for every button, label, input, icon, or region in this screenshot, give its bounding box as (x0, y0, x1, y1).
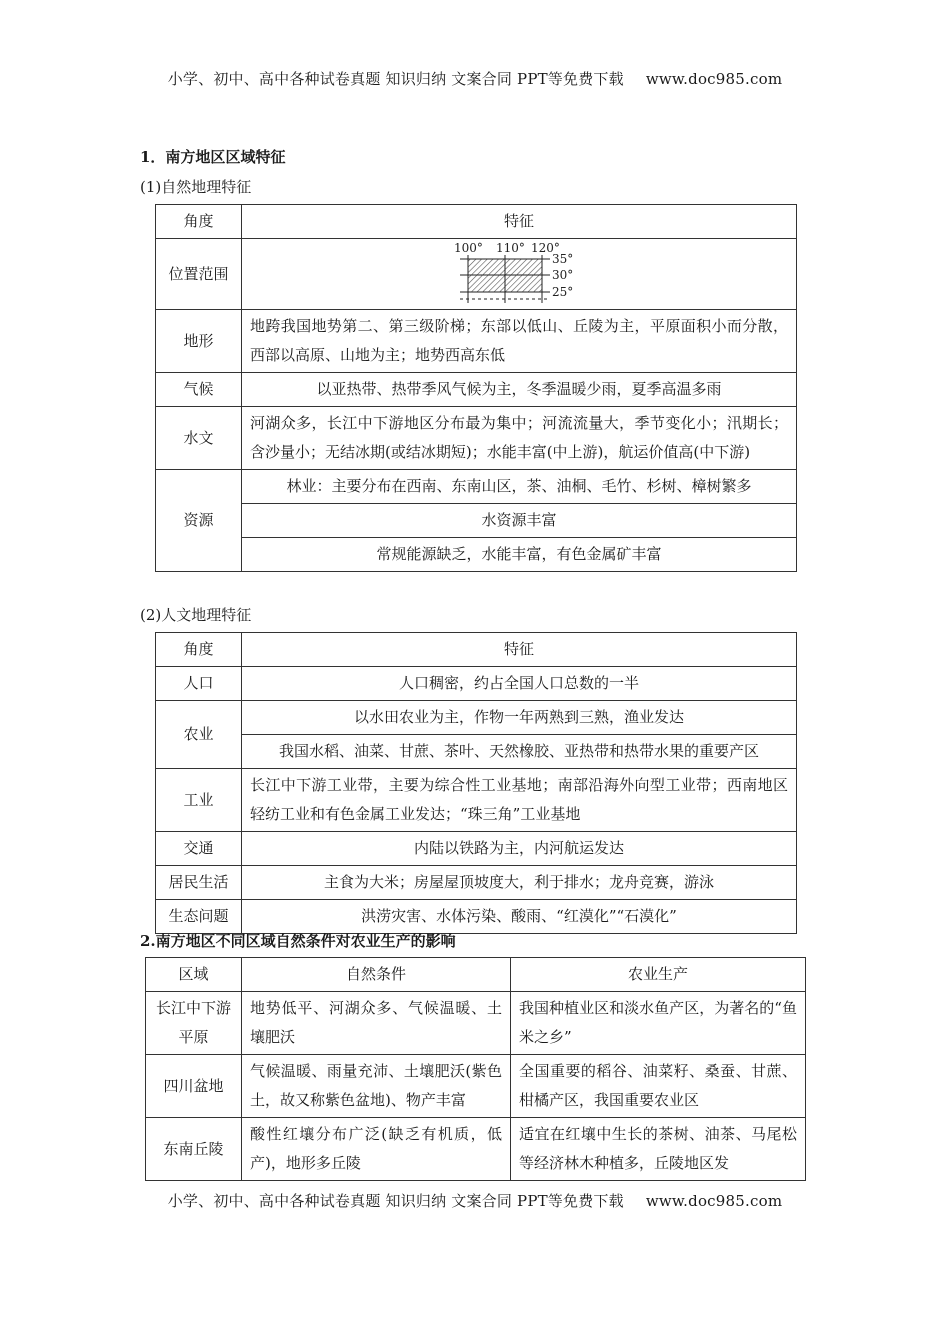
region-agriculture: 我国种植业区和淡水鱼产区，为著名的“鱼米之乡” (511, 992, 806, 1055)
agriculture-text-2: 我国水稻、油菜、甘蔗、茶叶、天然橡胶、亚热带和热带水果的重要产区 (242, 735, 797, 769)
table-header-row (146, 958, 806, 992)
region-name: 四川盆地 (146, 1055, 242, 1118)
header-site[interactable]: www.doc985.com (645, 70, 783, 88)
row-label-agriculture: 农业 (156, 701, 242, 769)
table-row (146, 992, 806, 1055)
section2-title: 2.南方地区不同区域自然条件对农业生产的影响 (140, 932, 456, 950)
section1-title: 1．南方地区区域特征 (140, 148, 286, 166)
lat-label-30: 30° (552, 268, 574, 282)
col-head-angle: 角度 (156, 205, 242, 239)
row-label-location: 位置范围 (156, 239, 242, 310)
footer-text: 小学、初中、高中各种试卷真题 知识归纳 文案合同 PPT等免费下载 (167, 1192, 624, 1210)
col-head-agriculture: 农业生产 (511, 958, 806, 992)
region-name: 长江中下游平原 (146, 992, 242, 1055)
col-head-conditions: 自然条件 (242, 958, 511, 992)
table-row (146, 1055, 806, 1118)
table-row (146, 1118, 806, 1181)
human-title: (2)人文地理特征 (140, 606, 252, 624)
population-text: 人口稠密，约占全国人口总数的一半 (242, 667, 797, 701)
region-conditions: 气候温暖、雨量充沛、土壤肥沃(紫色土，故又称紫色盆地)、物产丰富 (242, 1055, 511, 1118)
lat-label-35: 35° (552, 252, 574, 266)
hydrology-text: 河湖众多，长江中下游地区分布最为集中；河流流量大，季节变化小；汛期长；含沙量小；无结冰期(或结冰期短)；水能丰富(中上游)，航运价值高(中下游) (242, 407, 797, 470)
footer-site[interactable]: www.doc985.com (645, 1192, 783, 1210)
industry-text: 长江中下游工业带，主要为综合性工业基地；南部沿海外向型工业带；西南地区轻纺工业和有色金属工业发达；“珠三角”工业基地 (242, 769, 797, 832)
lat-label-25: 25° (552, 285, 574, 299)
climate-text: 以亚热带、热带季风气候为主，冬季温暖少雨，夏季高温多雨 (242, 373, 797, 407)
agriculture-text-1: 以水田农业为主，作物一年两熟到三熟，渔业发达 (242, 701, 797, 735)
col-head-region: 区域 (146, 958, 242, 992)
row-label-transport: 交通 (156, 832, 242, 866)
header-text: 小学、初中、高中各种试卷真题 知识归纳 文案合同 PPT等免费下载 (167, 70, 624, 88)
region-name: 东南丘陵 (146, 1118, 242, 1181)
resources-forestry: 林业：主要分布在西南、东南山区，茶、油桐、毛竹、杉树、樟树繁多 (242, 470, 797, 504)
row-label-hydrology: 水文 (156, 407, 242, 470)
col-head-feature: 特征 (242, 205, 797, 239)
natural-title: (1)自然地理特征 (140, 178, 252, 196)
row-label-life: 居民生活 (156, 866, 242, 900)
resources-energy: 常规能源缺乏，水能丰富，有色金属矿丰富 (242, 538, 797, 572)
region-conditions: 酸性红壤分布广泛(缺乏有机质，低产)，地形多丘陵 (242, 1118, 511, 1181)
life-text: 主食为大米；房屋屋顶坡度大，利于排水；龙舟竞赛，游泳 (242, 866, 797, 900)
resources-water: 水资源丰富 (242, 504, 797, 538)
row-label-industry: 工业 (156, 769, 242, 832)
ecology-text: 洪涝灾害、水体污染、酸雨、“红漠化”“石漠化” (242, 900, 797, 934)
region-conditions: 地势低平、河湖众多、气候温暖、土壤肥沃 (242, 992, 511, 1055)
row-label-climate: 气候 (156, 373, 242, 407)
col-head-angle: 角度 (156, 633, 242, 667)
row-label-population: 人口 (156, 667, 242, 701)
lon-label-120: 120° (531, 241, 560, 255)
region-agriculture: 全国重要的稻谷、油菜籽、桑蚕、甘蔗、柑橘产区，我国重要农业区 (511, 1055, 806, 1118)
row-label-resources: 资源 (156, 470, 242, 572)
lon-label-110: 110° (496, 241, 525, 255)
terrain-text: 地跨我国地势第二、第三级阶梯；东部以低山、丘陵为主，平原面积小而分散，西部以高原、山地为主；地势西高东低 (242, 310, 797, 373)
row-label-ecology: 生态问题 (156, 900, 242, 934)
col-head-feature: 特征 (242, 633, 797, 667)
row-label-terrain: 地形 (156, 310, 242, 373)
region-agriculture: 适宜在红壤中生长的茶树、油茶、马尾松等经济林木种植多，丘陵地区发 (511, 1118, 806, 1181)
page-footer (0, 1190, 950, 1211)
transport-text: 内陆以铁路为主，内河航运发达 (242, 832, 797, 866)
lon-label-100: 100° (454, 241, 483, 255)
agri-impact-table (145, 957, 806, 1181)
